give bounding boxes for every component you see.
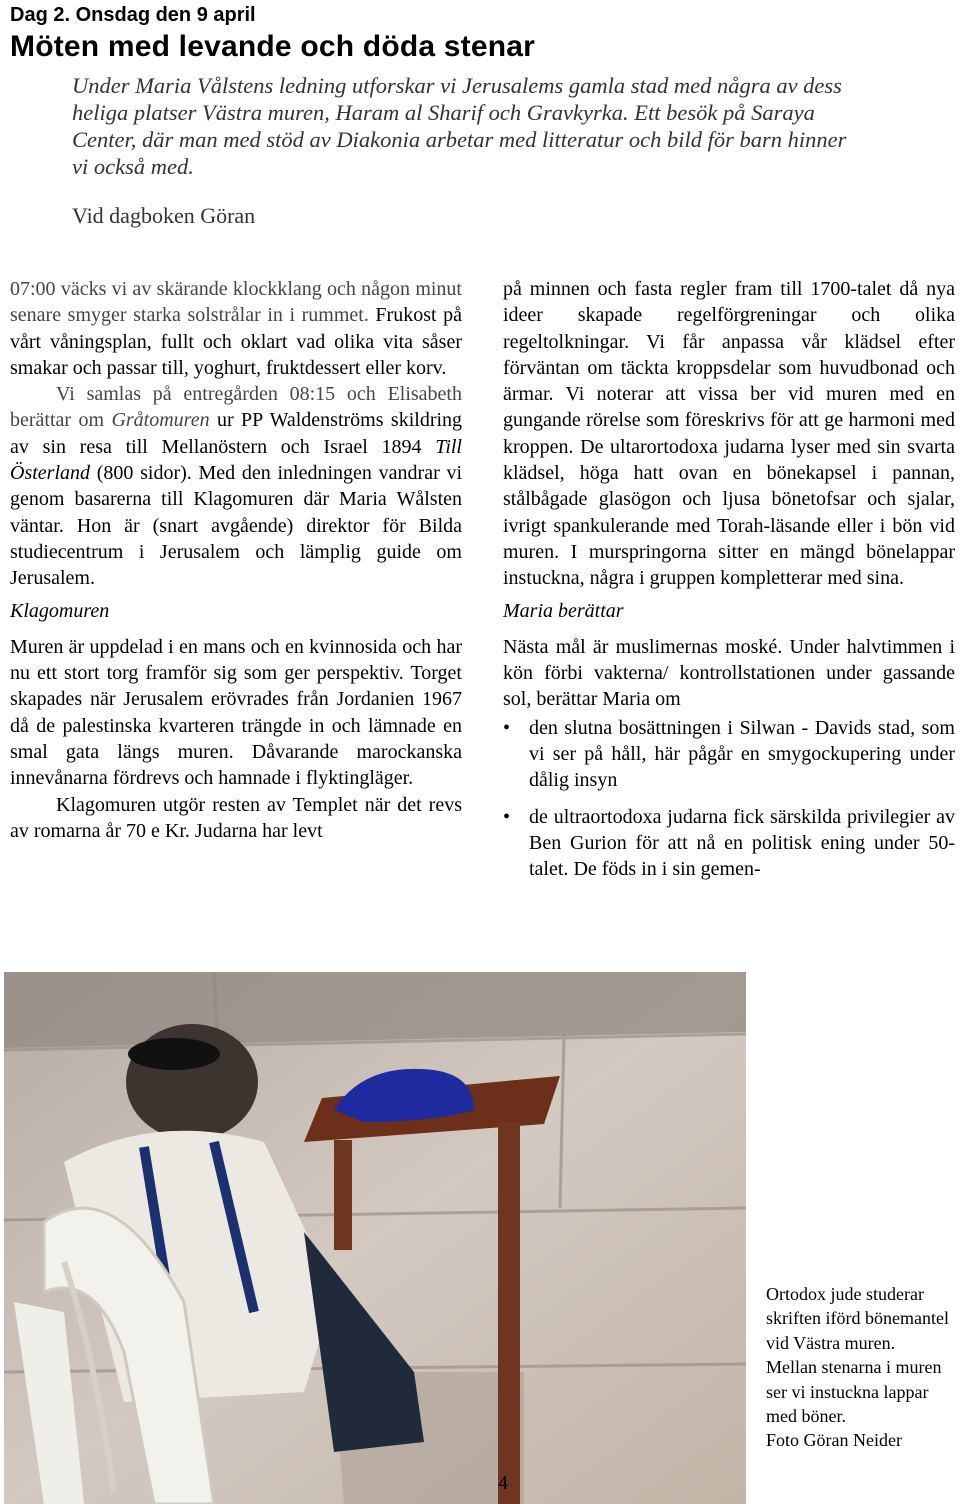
section-heading-klagomuren: Klagomuren bbox=[10, 599, 110, 622]
text-run: Vi får anpassa vår klädsel efter förväntan om täckta kroppsdelar som huvudbonad och ärmar. bbox=[503, 330, 956, 406]
bullet-icon: • bbox=[503, 805, 511, 828]
text-run: Frukost på vårt våningsplan, fullt och oklart vad olika vita såser smakar och passar till, yoghurt, fruktdessert eller korv. bbox=[10, 304, 463, 379]
text-run: Med den inledningen vandrar vi genom basarerna till Klagomuren där Maria Wålsten väntar. bbox=[10, 462, 463, 537]
text-run: Vi noterar att vissa ber vid muren med en gungande rörelse som föreskrivs för att ge harmoni med kroppen. bbox=[503, 383, 956, 458]
paragraph-morning bbox=[10, 276, 462, 381]
byline: Vid dagboken Göran bbox=[72, 203, 256, 228]
text-run: Vi samlas på entregården 08:15 och Elisabeth berättar om bbox=[10, 383, 462, 432]
page-number: 4 bbox=[498, 1472, 508, 1494]
text-run: på minnen och fasta regler fram till 1700-talet då nya ideer skapade regelförgreningar och olika regeltolkningar. bbox=[503, 278, 955, 353]
text-run: Muren är uppdelad i en mans och en kvinnosida och har nu ett stort torg framför sig som ger perspektiv. bbox=[10, 635, 462, 685]
text-run: den slutna bosättningen i Silwan - Davids stad, som vi ser på håll, här pågår en smygockupering under dålig insyn bbox=[529, 716, 955, 792]
right-column bbox=[503, 276, 955, 893]
book-title: Gråtomuren bbox=[111, 409, 210, 432]
photo-caption bbox=[766, 1282, 956, 1453]
photo-praying-man bbox=[4, 972, 746, 1504]
day-heading: Dag 2. Onsdag den 9 april bbox=[10, 4, 256, 26]
caption-line: Ortodox jude studerar skriften iförd bönemantel vid Västra muren. bbox=[766, 1284, 949, 1353]
book-title: Till Österland bbox=[10, 435, 462, 485]
list-item bbox=[503, 804, 955, 883]
caption-line: Mellan stenarna i muren ser vi instuckna lappar med böner. bbox=[766, 1357, 942, 1427]
paragraph-rules bbox=[503, 276, 955, 592]
paragraph-temple: Klagomuren utgör resten av Templet när det revs av romarna år 70 e Kr. Judarna har levt bbox=[10, 793, 462, 842]
list-item bbox=[503, 715, 955, 794]
paragraph-gathering bbox=[10, 381, 462, 591]
caption-credit: Foto Göran Neider bbox=[766, 1430, 902, 1451]
text-run: De föds in i sin gemen- bbox=[573, 858, 761, 881]
photo-illustration bbox=[4, 972, 746, 1504]
bullet-list bbox=[503, 715, 955, 883]
text-run: 07:00 väcks vi av skärande klockklang och någon minut senare smyger starka solstrålar in i rummet. bbox=[10, 278, 462, 327]
text-run: De ultarortodoxa judarna lyser med sin svarta klädsel, höga hatt ovan en bönekapsel i pannan, stålbågade glasögon och ljusa bönetofsar och sjalar, ivrigt spankulerande med Torah-läsande eller i bön vid muren. bbox=[503, 435, 955, 563]
text-run: Hon är (snart avgående) direktor för Bilda studiecentrum i Jerusalem och lämplig guide om Jerusalem. bbox=[10, 514, 463, 590]
bullet-icon: • bbox=[503, 716, 511, 739]
paragraph-mosque bbox=[503, 634, 955, 713]
text-run: I murspringorna sitter en mängd bönelappar instuckna, några i gruppen kompletterar med sina. bbox=[503, 540, 956, 590]
text-run: ur PP Waldenströms skildring av sin resa till Mellanöstern och Israel 1894 bbox=[10, 409, 463, 458]
text-run: (800 sidor). bbox=[96, 462, 192, 485]
paragraph-wall bbox=[10, 634, 462, 792]
text-run: Torget skapades när Jerusalem erövrades från Jordanien 1967 då de palestinska kvarteren trängde in och lämnade en smal gata längs muren. bbox=[10, 662, 462, 764]
text-run: Under halvtimmen i kön förbi vakterna/ kontrollstationen under gassande sol, berättar Maria om bbox=[503, 635, 955, 711]
text-run: Dåvarande marockanska innevånarna fördrevs och hamnade i flyktingläger. bbox=[10, 741, 462, 790]
intro-text: Under Maria Vålstens ledning utforskar vi Jerusalems gamla stad med några av dess heliga platser Västra muren, Haram al Sharif och Gravkyrka. Ett besök på Saraya Center, där man med stöd av Diakonia arbetar med litteratur och bild för barn hinner vi också med. bbox=[72, 73, 847, 179]
left-column bbox=[10, 276, 462, 844]
text-run: de ultraortodoxa judarna fick särskilda privilegier av Ben Gurion för att nå en politisk ening under 50-talet. bbox=[529, 805, 955, 881]
section-heading-maria: Maria berättar bbox=[503, 599, 624, 622]
page-title: Möten med levande och döda stenar bbox=[10, 30, 536, 63]
text-run: Nästa mål är muslimernas moské. bbox=[503, 635, 783, 658]
